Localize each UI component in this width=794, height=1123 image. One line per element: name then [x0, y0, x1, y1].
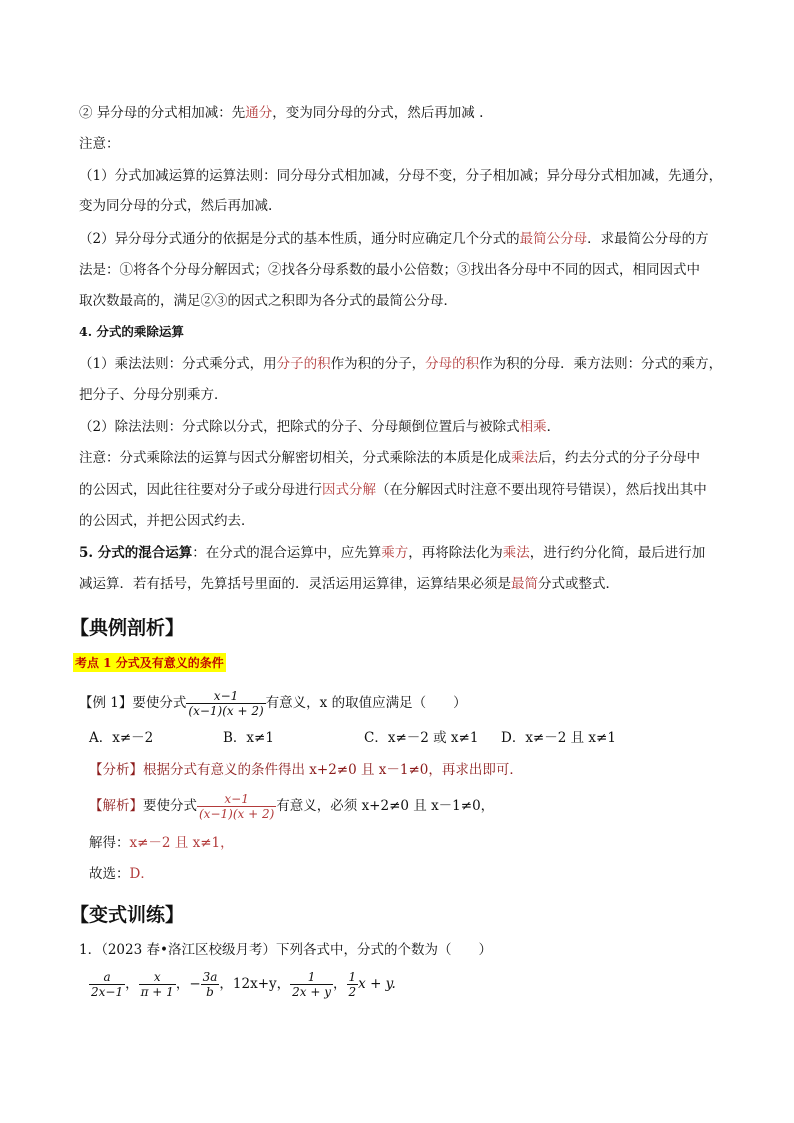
fraction: $\frac{x}{\pi + 1}$: [140, 970, 174, 999]
fraction: $\frac{1}{2x + y}$: [292, 970, 332, 999]
text-line: 减运算．若有括号，先算括号里面的．灵活运用运算律，运算结果必须是最简分式或整式．: [79, 576, 619, 592]
text-line: （2）异分母分式通分的依据是分式的基本性质，通分时应确定几个分式的最简公分母．求最简公分母的方: [79, 231, 709, 247]
text-line: 注意：: [79, 136, 120, 152]
exercise-expressions: $\frac{a}{2x-1}$ ， $\frac{x}{\pi + 1}$ ，− $\frac{3a}{b}$ ，12x+y， $\frac{1}{2x + y}$ ， $\frac{1}{2}$ x + y.: [91, 970, 396, 999]
kaodian-label: [73, 653, 226, 672]
option-c: C．x≠－2 或 x≠1: [364, 730, 479, 746]
text-line: 法是：①将各个分母分解因式；②找各分母系数的最小公倍数；③找出各分母中不同的因式，相同因式中: [79, 262, 700, 278]
solve-line: 解得：x≠－2 且 x≠1，: [89, 835, 234, 851]
fraction: $\frac{3a}{b}$: [202, 970, 218, 999]
text-line: 把分子、分母分别乘方．: [79, 387, 228, 403]
exercise-question: 1．（2023 春•洛江区校级月考）下列各式中，分式的个数为（ ）: [79, 942, 492, 958]
fraction: $\frac{a}{2x-1}$: [91, 970, 124, 999]
option-b: B．x≠1: [223, 730, 274, 746]
text-line: （2）除法法则：分式除以分式，把除式的分子、分母颠倒位置后与被除式相乘．: [79, 419, 561, 435]
text-line: 5. 分式的混合运算：在分式的混合运算中，应先算乘方，再将除法化为乘法，进行约分化简，最后进行加: [79, 545, 706, 561]
fraction: $\frac{1}{2}$: [348, 970, 357, 999]
text-line: 的公因式，因此往往要对分子或分母进行因式分解（在分解因式时注意不要出现符号错误），然后找出其中: [79, 482, 707, 498]
text-line: 取次数最高的，满足②③的因式之积即为各分式的最简公分母．: [79, 293, 457, 309]
text-line: 注意：分式乘除法的运算与因式分解密切相关，分式乘除法的本质是化成乘法后，约去分式的分子分母中: [79, 450, 700, 466]
fraction: $\frac{x-1}{(x-1)(x + 2)}$: [199, 792, 275, 821]
text-line: （1）乘法法则：分式乘分式，用分子的积作为积的分子，分母的积作为积的分母．乘方法则：分式的乘方，: [79, 356, 723, 372]
solution-line: 【解析】要使分式 $\frac{x-1}{(x-1)(x + 2)}$ 有意义，必须 x+2≠0 且 x－1≠0，: [89, 792, 495, 821]
text-line: 变为同分母的分式，然后再加减.: [79, 198, 273, 214]
example-question: 【例 1】要使分式 $\frac{x-1}{(x-1)(x + 2)}$ 有意义，x 的取值应满足（ ）: [79, 689, 467, 718]
kaodian-text: 分式及有意义的条件: [115, 656, 224, 670]
answer-line: 故选：D．: [89, 866, 154, 882]
text-line: ② 异分母的分式相加减：先通分，变为同分母的分式，然后再加减 .: [79, 105, 484, 121]
text-line: 的公因式，并把公因式约去．: [79, 513, 255, 529]
option-a: A．x≠－2: [89, 730, 154, 746]
section-heading: 【变式训练】: [70, 904, 185, 926]
option-d: D．x≠－2 且 x≠1: [501, 730, 616, 746]
fraction: $\frac{x-1}{(x-1)(x + 2)}$: [188, 689, 264, 718]
section-title: 4. 分式的乘除运算: [79, 324, 184, 339]
analysis-line: 【分析】根据分式有意义的条件得出 x+2≠0 且 x－1≠0，再求出即可．: [89, 762, 523, 778]
section-heading: 【典例剖析】: [70, 617, 185, 639]
text-line: （1）分式加减运算的运算法则：同分母分式相加减，分母不变，分子相加减；异分母分式相加减，先通分，: [79, 168, 723, 184]
kaodian-number: 考点 1: [75, 656, 112, 670]
